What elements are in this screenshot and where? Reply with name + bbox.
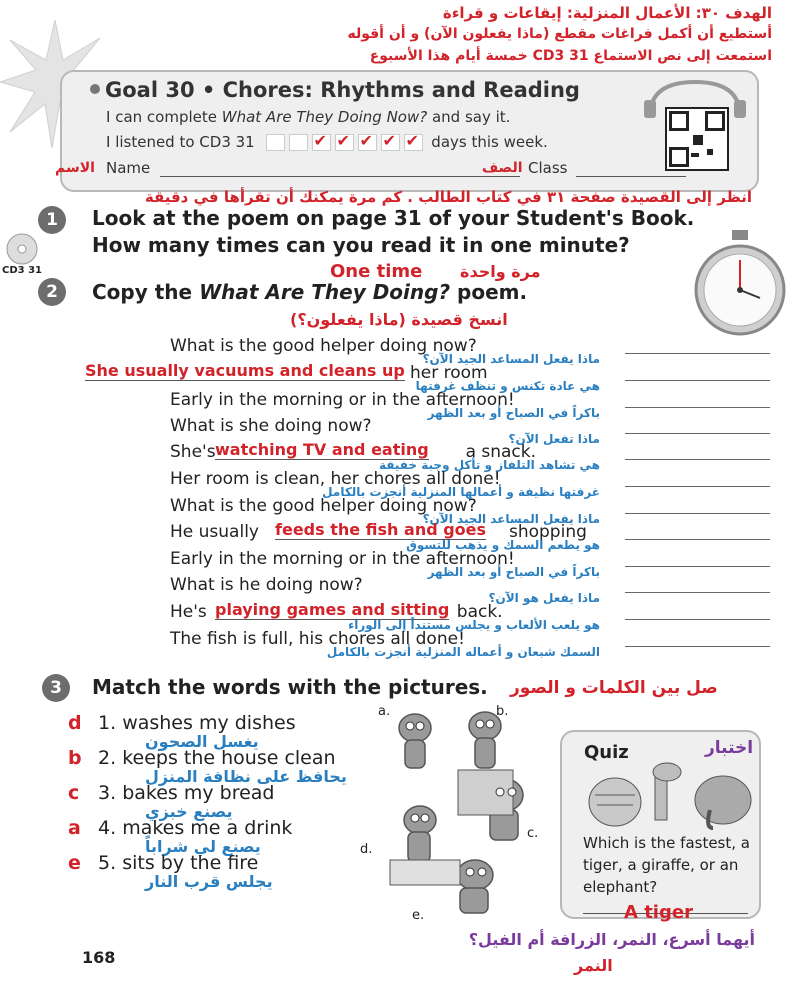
quiz-arabic-question: أيهما أسرع، النمر، الزرافة أم الفيل؟ <box>468 930 755 949</box>
poem-arabic-translation: باكراً في الصباح أو بعد الظهر <box>427 565 600 579</box>
quiz-arabic-answer: النمر <box>574 956 613 975</box>
day-checkboxes[interactable] <box>266 133 427 151</box>
task1-line1: Look at the poem on page 31 of your Student's Book. <box>92 206 695 230</box>
page-number: 168 <box>82 948 116 967</box>
robots-picture <box>360 700 555 925</box>
match-item-text: sits by the fire <box>122 852 259 874</box>
cd-icon <box>2 232 42 266</box>
match-answer-letter[interactable]: d <box>68 712 82 734</box>
task1-answer-ar: مرة واحدة <box>460 262 541 281</box>
match-answer-letter[interactable]: a <box>68 817 81 839</box>
poem-line-lead: She's <box>170 442 216 462</box>
poem-fill-answer[interactable]: watching TV and eating <box>215 440 429 459</box>
copy-writing-line[interactable] <box>625 591 770 593</box>
class-underline <box>576 175 686 177</box>
poem-line-text: Her room is clean, her chores all done! <box>170 469 501 489</box>
class-arabic: الصف <box>482 160 523 176</box>
task3-number-badge: 3 <box>42 674 70 702</box>
copy-writing-line[interactable] <box>625 645 770 647</box>
task1-number-badge: 1 <box>38 206 66 234</box>
poem-line-text: What is the good helper doing now? <box>170 496 477 516</box>
copy-writing-line[interactable] <box>625 432 770 434</box>
match-item-text: keeps the house clean <box>122 747 336 769</box>
match-item-text: makes me a drink <box>122 817 293 839</box>
task2-number-badge: 2 <box>38 278 66 306</box>
copy-writing-line[interactable] <box>625 406 770 408</box>
copy-writing-line[interactable] <box>625 352 770 354</box>
copy-writing-line[interactable] <box>625 565 770 567</box>
copy-writing-line[interactable] <box>625 485 770 487</box>
picture-label-b: b. <box>496 704 509 719</box>
poem-fill-answer[interactable]: She usually vacuums and cleans up <box>85 361 405 380</box>
poem-line-text: What is she doing now? <box>170 416 372 436</box>
poem-line-text: The fish is full, his chores all done! <box>170 629 465 649</box>
task3-arabic-title: صل بين الكلمات و الصور <box>510 678 718 698</box>
poem-arabic-translation: ماذا تفعل الآن؟ <box>508 432 600 446</box>
match-item-arabic: يصنع خبزي <box>145 802 233 821</box>
quiz-answer: A tiger <box>624 902 693 923</box>
poem-arabic-translation: هو يلعب الألعاب و يجلس مستنداً إلى الوراء <box>348 618 600 632</box>
match-item <box>98 782 274 804</box>
poem-arabic-translation: باكراً في الصباح أو بعد الظهر <box>427 406 600 420</box>
task2-arabic-instruction: انسخ قصيدة (ماذا يفعلون؟) <box>290 310 508 329</box>
name-arabic: الاسم <box>55 160 95 176</box>
quiz-arabic-title: اختبار <box>705 738 754 758</box>
match-answer-letter[interactable]: e <box>68 852 81 874</box>
goal-title: Goal 30 • Chores: Rhythms and Reading <box>105 78 580 102</box>
picture-label-d: d. <box>360 842 373 857</box>
name-field[interactable]: Name <box>106 159 151 177</box>
match-item-arabic: يصنع لي شراباً <box>145 837 261 856</box>
match-item-number: 2. <box>98 747 117 769</box>
day-checkbox-2[interactable] <box>289 134 308 151</box>
poem-line <box>170 416 372 436</box>
poem-arabic-translation: هي تشاهد التلفاز و تأكل وجبة خفيفة <box>378 458 600 472</box>
poem-line-text: What is he doing now? <box>170 575 363 595</box>
match-item <box>98 747 336 769</box>
poem-line-text: a snack. <box>465 442 537 462</box>
match-item-arabic: يحافظ على نظافة المنزل <box>145 767 347 786</box>
poem-line-text: her room <box>410 363 488 383</box>
goal-can-line: I can complete What Are They Doing Now? and say it. <box>106 108 511 126</box>
match-answer-letter[interactable]: b <box>68 747 82 769</box>
match-item-number: 5. <box>98 852 117 874</box>
poem-fill-answer[interactable]: playing games and sitting <box>215 600 450 619</box>
poem-arabic-translation: ماذا يفعل المساعد الجيد الآن؟ <box>422 512 600 526</box>
quiz-question: Which is the fastest, a tiger, a giraffe, or an elephant? <box>583 834 750 896</box>
poem-fill-answer[interactable]: feeds the fish and goes <box>275 520 487 539</box>
copy-writing-line[interactable] <box>625 379 770 381</box>
class-field[interactable]: Class <box>528 159 568 177</box>
match-item <box>98 852 258 874</box>
poem-line-text: shopping <box>508 522 587 542</box>
day-checkbox-6[interactable] <box>381 134 400 151</box>
copy-writing-line[interactable] <box>625 618 770 620</box>
poem-line-text: What is the good helper doing now? <box>170 336 477 356</box>
match-item-text: washes my dishes <box>122 712 296 734</box>
qr-code-icon[interactable] <box>665 107 729 171</box>
day-checkbox-7[interactable] <box>404 134 423 151</box>
task2-title: Copy the What Are They Doing? poem. <box>92 280 528 304</box>
poem-arabic-translation: غرفتها نظيفة و أعمالها المنزلية أنجزت بالكامل <box>322 485 600 499</box>
match-item-number: 3. <box>98 782 117 804</box>
tiger-giraffe-elephant-icon <box>585 760 755 830</box>
match-answer-letter[interactable]: c <box>68 782 80 804</box>
arabic-goal-header: الهدف ٣٠: الأعمال المنزلية: إيقاعات و قراءة <box>442 4 772 22</box>
task3-title: Match the words with the pictures. <box>92 675 488 699</box>
goal-dot-icon <box>90 84 100 94</box>
quiz-title: Quiz <box>584 742 629 763</box>
goal-listened-line <box>106 133 548 151</box>
stopwatch-icon <box>690 228 790 338</box>
copy-writing-line[interactable] <box>625 512 770 514</box>
day-checkbox-4[interactable] <box>335 134 354 151</box>
task1-arabic-instruction: انظر إلى القصيدة صفحة ٣١ في كتاب الطالب . كم مرة يمكنك أن تقرأها في دقيقة <box>144 188 752 206</box>
copy-writing-line[interactable] <box>625 458 770 460</box>
match-item-text: bakes my bread <box>122 782 275 804</box>
poem-line-text: Early in the morning or in the afternoon! <box>170 390 515 410</box>
match-item-number: 4. <box>98 817 117 839</box>
match-item <box>98 817 292 839</box>
listened-label: I listened to CD3 31 <box>106 133 255 151</box>
match-item-number: 1. <box>98 712 117 734</box>
picture-label-c: c. <box>527 826 539 841</box>
picture-label-e: e. <box>412 908 425 923</box>
task1-line2: How many times can you read it in one minute? <box>92 233 630 257</box>
listened-suffix: days this week. <box>431 133 548 151</box>
day-checkbox-3[interactable] <box>312 134 331 151</box>
poem-line-lead: He's <box>170 602 207 622</box>
match-item <box>98 712 296 734</box>
poem-arabic-translation: ماذا يفعل المساعد الجيد الآن؟ <box>422 352 600 366</box>
task1-answer-en: One time <box>330 261 423 282</box>
poem-arabic-translation: هو يطعم السمك و يذهب للتسوق <box>406 538 600 552</box>
poem-line-text: back. <box>456 602 503 622</box>
poem-arabic-translation: ماذا يفعل هو الآن؟ <box>488 591 600 605</box>
day-checkbox-1[interactable] <box>266 134 285 151</box>
cd-label: CD3 31 <box>2 265 42 276</box>
poem-arabic-translation: هي عادة تكنس و تنظف غرفتها <box>415 379 600 393</box>
poem-line-lead: He usually <box>170 522 259 542</box>
day-checkbox-5[interactable] <box>358 134 377 151</box>
poem-line-text: Early in the morning or in the afternoon! <box>170 549 515 569</box>
arabic-goal-line3: استمعت إلى نص الاستماع CD3 31 خمسة أيام هذا الأسبوع <box>369 48 772 64</box>
match-item-arabic: يغسل الصحون <box>145 732 259 751</box>
match-item-arabic: يجلس قرب النار <box>145 872 273 891</box>
name-underline <box>160 175 520 177</box>
arabic-goal-line2: أستطيع أن أكمل فراغات مقطع (ماذا يفعلون الآن) و أن أقوله <box>347 26 772 42</box>
copy-writing-line[interactable] <box>625 538 770 540</box>
picture-label-a: a. <box>378 704 391 719</box>
poem-arabic-translation: السمك شبعان و أعماله المنزلية أنجزت بالكامل <box>326 645 600 659</box>
poem-line <box>170 575 363 595</box>
